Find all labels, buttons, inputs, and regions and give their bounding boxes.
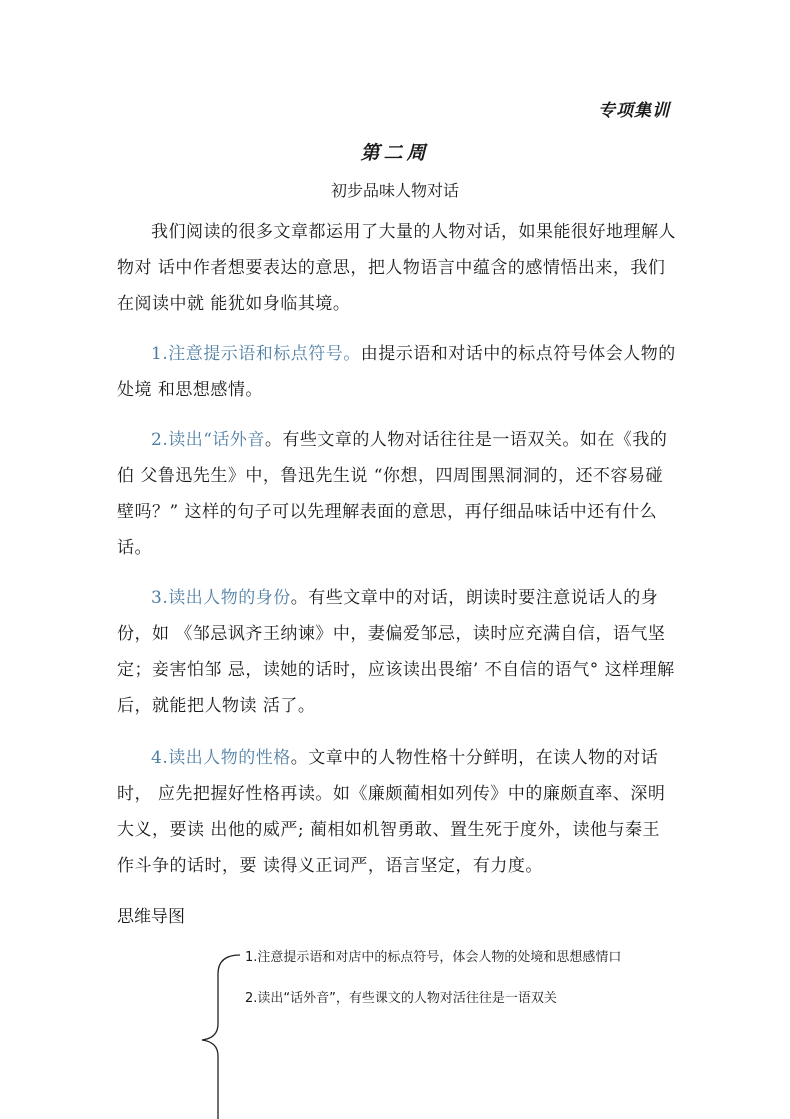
- point-3-lead: 3.读出人物的身份: [151, 588, 291, 608]
- mindmap-title: 思维导图: [117, 907, 185, 927]
- point-3: [117, 580, 677, 724]
- mindmap-brace: [196, 950, 256, 1119]
- point-1-lead: 1.注意提示语和标点符号。: [151, 344, 361, 364]
- section-tag: 专项集训: [598, 101, 670, 121]
- intro-paragraph: 我们阅读的很多文章都运用了大量的人物对话，如果能很好地理解人物对 话中作者想要表达的意思，把人物语言中蕴含的感情悟出来，我们在阅读中就 能犹如身临其境。: [117, 222, 676, 314]
- point-1-body: 由提示语和对话中的标点符号体会人物的处境 和思想感情。: [117, 344, 676, 400]
- mindmap-item-1: 1.注意提示语和对店中的标点符号，体会人物的处境和思想感情口: [245, 950, 622, 965]
- point-4-body: 。文章中的人物性格十分鲜明，在读人物的对话时， 应先把握好性格再读。如《廉颇蔺相如列传》中的廉颇直率、深明大义，要读 出他的威严; 蔺相如机智勇敢、置生死于度外，读他与秦王作斗争的话时，要 读得义正词严，语言坚定，有力度。: [117, 748, 666, 876]
- point-2-lead: 2.读出“话外音: [151, 430, 265, 450]
- point-4-lead: 4.读出人物的性格: [151, 748, 291, 768]
- point-2-body: 。有些文章的人物对话往往是一语双关。如在《我的伯 父鲁迅先生》中，鲁迅先生说 “你想，四周围黑洞洞的，还不容易碰壁吗？” 这样的句子可以先理解表面的意思，再仔细品味话中还有什么话。: [117, 430, 668, 558]
- page-subtitle: 初步品味人物对话: [330, 181, 459, 200]
- mindmap-item-2: 2.读出“话外音”，有些课文的人物对活往往是一语双关: [245, 991, 557, 1006]
- page-title: 第二周: [360, 142, 430, 164]
- point-2: [117, 422, 677, 566]
- point-4: [117, 740, 677, 884]
- point-3-body: 。有些文章中的对话，朗读时要注意说话人的身份，如 《邹忌讽齐王纳谏》中，妻偏爱邹忌，读时应充满自信，语气坚定；妾害怕邹 忌，读她的话时，应该读出畏缩’ 不自信的语气° 这样理解后，就能把人物读 活了。: [117, 588, 675, 716]
- point-1: [117, 336, 677, 408]
